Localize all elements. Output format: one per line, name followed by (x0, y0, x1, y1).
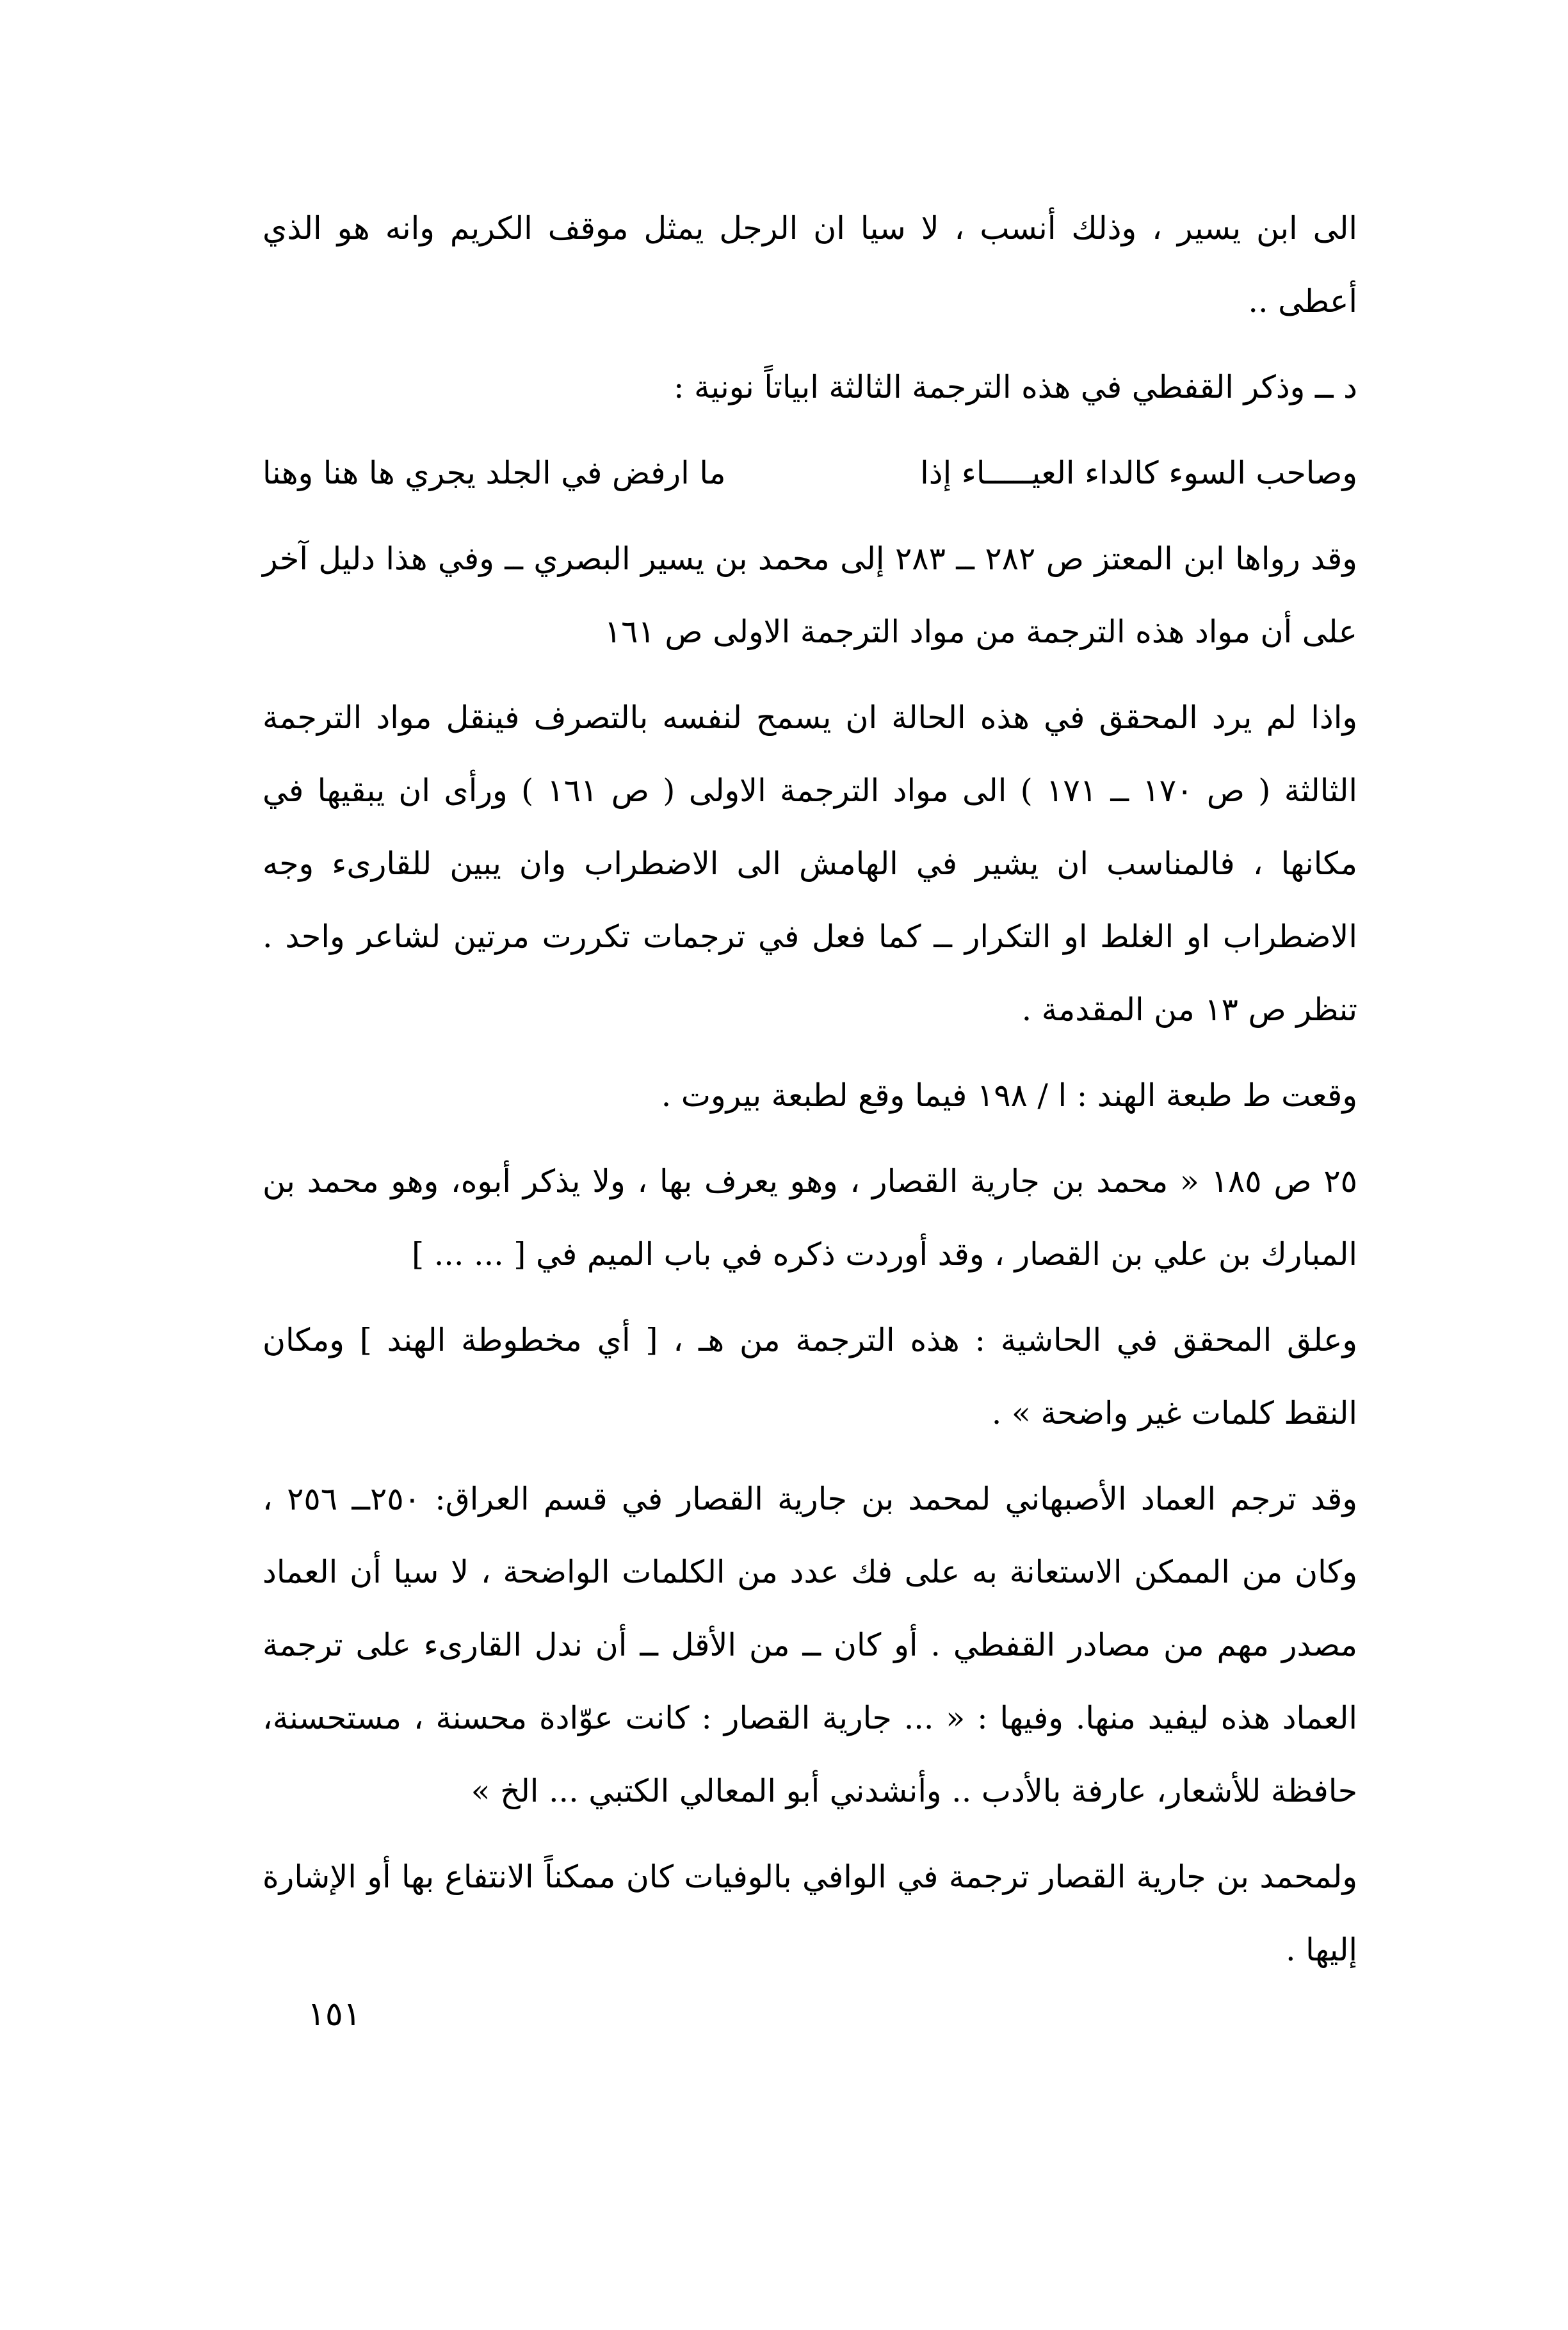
paragraph-imad-isfahani: وقد ترجم العماد الأصبهاني لمحمد بن جارية القصار في قسم العراق: ٢٥٠ــ ٢٥٦ ، وكان من الممكن الاستعانة به على فك عدد من الكلمات الواضحة ، لا سيا أن العماد مصدر مهم من مصادر القفطي . أو كان ــ من الأقل ــ أن ندل القارىء على ترجمة العماد هذه ليفيد منها. وفيها : « ... جارية القصار : كانت عوّادة محسنة ، مستحسنة، حافظة للأشعار، عارفة بالأدب .. وأنشدني أبو المعالي الكتبي ... الخ » (263, 1481, 1358, 1809)
poetry-verse (263, 437, 1357, 510)
paragraph-india-edition: وقعت ط طبعة الهند : ا / ١٩٨ فيما وقع لطبعة بيروت . (661, 1077, 1357, 1114)
body-text (263, 192, 1357, 2000)
paragraph-intro: الى ابن يسير ، وذلك أنسب ، لا سيا ان الرجل يمثل موقف الكريم وانه هو الذي أعطى .. (263, 210, 1357, 320)
paragraph-verse-intro: د ــ وذكر القفطي في هذه الترجمة الثالثة ابياتاً نونية : (674, 369, 1357, 405)
paragraph-entry-25: ٢٥ ص ١٨٥ « محمد بن جارية القصار ، وهو يعرف بها ، ولا يذكر أبوه، وهو محمد بن المبارك بن علي بن القصار ، وقد أوردت ذكره في باب الميم في [ ... ... ] (263, 1163, 1357, 1273)
paragraph-editor-note: واذا لم يرد المحقق في هذه الحالة ان يسمح لنفسه بالتصرف فينقل مواد الترجمة الثالثة ( ص ١٧٠ ــ ١٧١ ) الى مواد الترجمة الاولى ( ص ١٦١ ) ورأى ان يبقيها في مكانها ، فالمناسب ان يشير في الهامش الى الاضطراب وان يبين للقارىء وجه الاضطراب او الغلط او التكرار ــ كما فعل في ترجمات تكررت مرتين لشاعر واحد . تنظر ص ١٣ من المقدمة . (263, 699, 1357, 1028)
verse-first-hemistich: وصاحب السوء كالداء العيـــــاء إذا (920, 455, 1357, 491)
paragraph-wafi: ولمحمد بن جارية القصار ترجمة في الوافي بالوفيات كان ممكناً الانتفاع بها أو الإشارة إليها . (263, 1859, 1357, 1968)
page-number: ١٥١ (307, 1995, 361, 2033)
paragraph-footnote-comment: وعلق المحقق في الحاشية : هذه الترجمة من هـ ، [ أي مخطوطة الهند ] ومكان النقط كلمات غير واضحة » . (263, 1322, 1357, 1431)
verse-second-hemistich: ما ارفض في الجلد يجري ها هنا وهنا (263, 455, 726, 491)
paragraph-ibn-mutazz: وقد رواها ابن المعتز ص ٢٨٢ ــ ٢٨٣ إلى محمد بن يسير البصري ــ وفي هذا دليل آخر على أن مواد هذه الترجمة من مواد الترجمة الاولى ص ١٦١ (263, 541, 1357, 650)
